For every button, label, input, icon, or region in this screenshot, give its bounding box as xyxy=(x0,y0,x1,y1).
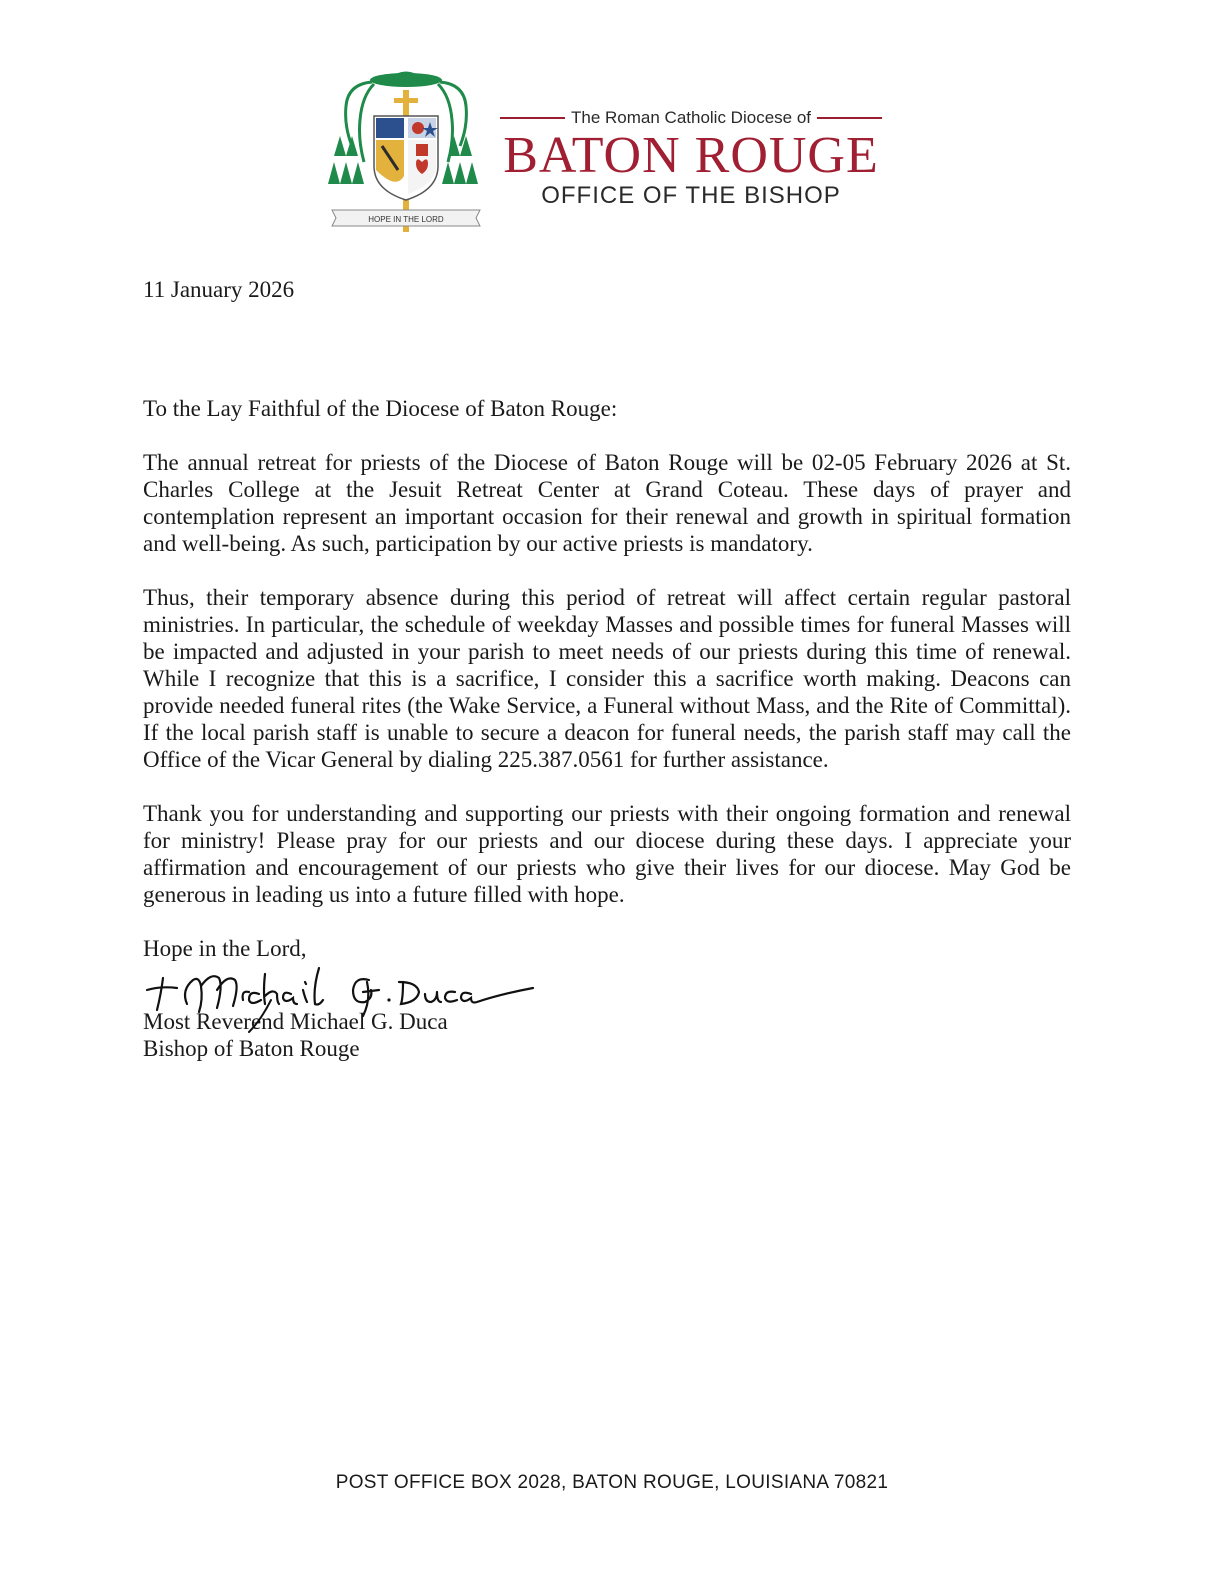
paragraph-2: Thus, their temporary absence during this period of retreat will affect certain regular pastoral ministries. In particular, the schedule of weekday Masses and possible times for funeral Masses will be impacted and adjusted in your parish to meet needs of our priests during this time of renewal. While I recognize that this is a sacrifice, I consider this a sacrifice worth making. Deacons can provide needed funeral rites (the Wake Service, a Funeral without Mass, and the Rite of Committal). If the local parish staff is unable to secure a deacon for funeral needs, the parish staff may call the Office of the Vicar General by dialing 225.387.0561 for further assistance. xyxy=(143,585,1071,772)
coat-of-arms-icon xyxy=(326,66,486,236)
paragraph-3: Thank you for understanding and supporting our priests with their ongoing formation and renewal for ministry! Please pray for our priests and our diocese during these days. I appreciate your affirmation and encouragement of our priests who give their lives for our diocese. May God be generous in leading us into a future filled with hope. xyxy=(143,801,1071,907)
letterhead-text xyxy=(494,108,888,210)
letter-date: 11 January 2026 xyxy=(143,277,295,302)
closing: Hope in the Lord, xyxy=(143,936,307,961)
signer-name: Most Reverend Michael G. Duca xyxy=(143,1009,448,1034)
salutation: To the Lay Faithful of the Diocese of Baton Rouge: xyxy=(143,396,618,421)
letter-body xyxy=(143,276,1071,1062)
footer-address: POST OFFICE BOX 2028, BATON ROUGE, LOUISIANA 70821 xyxy=(335,1472,889,1493)
signer-title: Bishop of Baton Rouge xyxy=(143,1036,360,1061)
handwritten-signature xyxy=(141,960,541,1040)
crest-motto: HOPE IN THE LORD xyxy=(368,215,444,224)
signature-block xyxy=(143,968,1071,1062)
office-title: OFFICE OF THE BISHOP xyxy=(541,182,841,209)
diocese-label: The Roman Catholic Diocese of xyxy=(494,108,888,128)
diocese-name: BATON ROUGE xyxy=(503,127,879,184)
paragraph-1: The annual retreat for priests of the Diocese of Baton Rouge will be 02-05 February 2026 at St. Charles College at the Jesuit Retreat Center at Grand Coteau. These days of prayer and contemplation represent an important occasion for their renewal and growth in spiritual formation and well-being. As such, participation by our active priests is mandatory. xyxy=(143,450,1071,556)
letterhead xyxy=(0,0,1224,250)
